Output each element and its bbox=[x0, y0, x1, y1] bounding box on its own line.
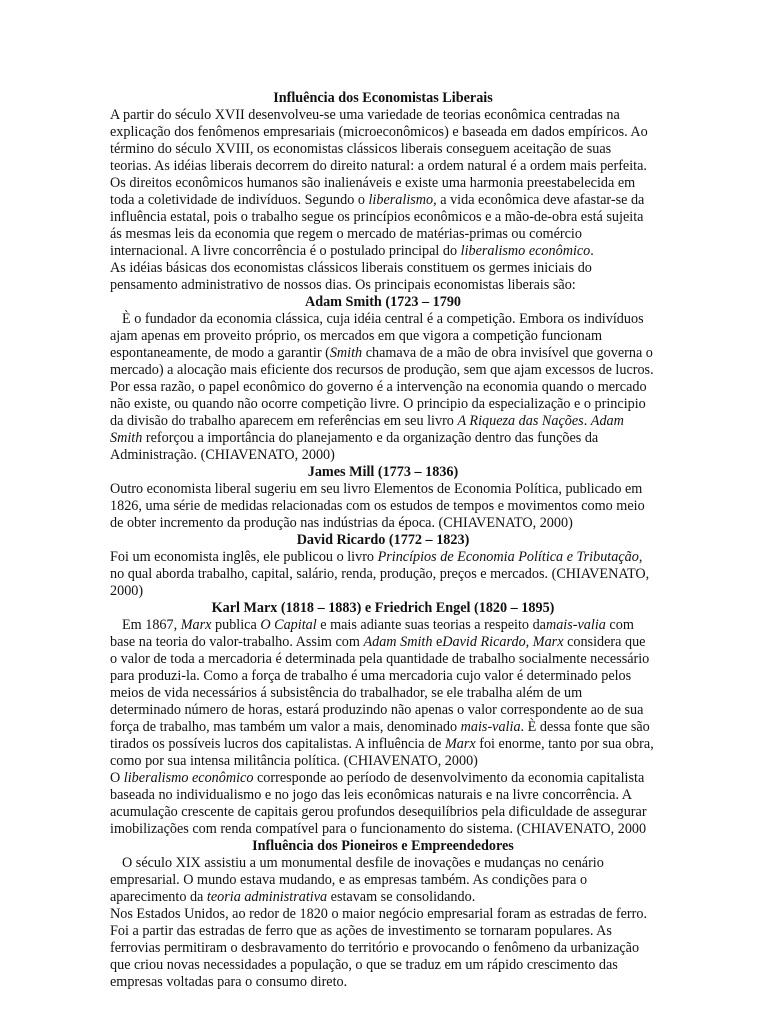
italic-term: liberalismo econômico bbox=[460, 243, 591, 259]
text-run: foi enorme, tanto por sua obra, como por sua intensa militância política. (CHIAVENATO, 2000) bbox=[110, 736, 654, 769]
italic-term: Adam Smith bbox=[110, 413, 624, 446]
text-run: reforçou a importância do planejamento e da organização dentro das funções da Administração. (CHIAVENATO, 2000) bbox=[110, 430, 599, 463]
text-run: O século XIX assistiu a um monumental desfile de inovações e mudanças no cenário empresarial. O mundo estava mudando, e as empresas também. As condições para o aparecimento da bbox=[110, 855, 604, 905]
document-page bbox=[110, 90, 656, 991]
heading-adam-smith: Adam Smith (1723 – 1790 bbox=[304, 294, 462, 310]
italic-term: David Ricardo, Marx bbox=[442, 634, 564, 650]
text-run: Foi um economista inglês, ele publicou o livro bbox=[110, 549, 378, 565]
heading-pioneiros: Influência dos Pioneiros e Empreendedores bbox=[252, 838, 514, 854]
italic-term: mais-valia bbox=[545, 617, 606, 633]
italic-term: liberalismo bbox=[368, 192, 434, 208]
ideas-paragraph: As idéias básicas dos economistas clássicos liberais constituem os germes iniciais do pensamento administrativo de nossos dias. Os principais economistas liberais são: bbox=[110, 260, 592, 293]
text-run: corresponde ao período de desenvolvimento da economia capitalista baseada no individualismo e no jogo das leis econômicas naturais e na livre concorrência. A acumulação crescente de capitais gerou profundos desequilíbrios pela dificuldade de assegurar imobilizações com renda compatível para o funcionamento do sistema. (CHIAVENATO, 2000 bbox=[110, 770, 647, 837]
text-run: . bbox=[583, 413, 591, 429]
text-run: Em 1867, bbox=[122, 617, 181, 633]
italic-term: A Riqueza das Nações bbox=[457, 413, 584, 429]
italic-term: Marx bbox=[180, 617, 212, 633]
italic-term: liberalismo econômico bbox=[123, 770, 254, 786]
text-run: e mais adiante suas teorias a respeito da bbox=[316, 617, 546, 633]
heading-david-ricardo: David Ricardo (1772 – 1823) bbox=[296, 532, 470, 548]
david-ricardo-paragraph bbox=[110, 549, 656, 600]
james-mill-paragraph: Outro economista liberal sugeriu em seu livro Elementos de Economia Política, publicado em 1826, uma série de medidas relacionadas com os estudos de tempos e movimentos como meio de obter incremento da produção nas indústrias da época. (CHIAVENATO, 2000) bbox=[110, 481, 645, 531]
italic-term: O Capital bbox=[260, 617, 317, 633]
heading-james-mill: James Mill (1773 – 1836) bbox=[307, 464, 459, 480]
text-run: , a vida econômica deve afastar-se da influência estatal, pois o trabalho segue os princípios econômicos e a mão-de-obra está sujeita ás mesmas leis da economia que regem o mercado de matérias-primas ou comércio internacional. A livre concorrência é o postulado principal do bbox=[110, 192, 645, 259]
text-run: chamava de a mão de obra invisível que governa o mercado) a alocação mais eficiente dos recursos de produção, sem que ajam excessos de lucros. Por essa razão, o papel econômico do governo é a intervenção na economia quando o mercado não existe, ou quando não ocorre competição livre. O principio da especialização e o principio da divisão do trabalho aparecem em referências em seu livro bbox=[110, 345, 654, 429]
liberalismo-paragraph bbox=[110, 770, 656, 838]
text-run: A partir do século XVII desenvolveu-se uma variedade de teorias econômica centradas na explicação dos fenômenos empresariais (microeconômicos) e baseada em dados empíricos. Ao término do século XVIII, os economistas clássicos liberais conseguem aceitação de suas teorias. As idéias liberais decorrem do direito natural: a ordem natural é a ordem mais perfeita. Os direitos econômicos humanos são inalienáveis e existe uma harmonia preestabelecida em toda a coletividade de indivíduos. Segundo o bbox=[110, 107, 648, 208]
text-run: com base na teoria do valor-trabalho. Assim com bbox=[110, 617, 634, 650]
estados-unidos-paragraph: Nos Estados Unidos, ao redor de 1820 o maior negócio empresarial foram as estradas de ferro. Foi a partir das estradas de ferro que as ações de investimento se tornaram populares. As ferrovias permitiram o desbravamento do território e provocando o fenômeno da urbanização que criou novas necessidades a população, o que se traduz em um rápido crescimento das empresas voltadas para o consumo direto. bbox=[110, 906, 647, 990]
heading-karl-marx: Karl Marx (1818 – 1883) e Friedrich Engel (1820 – 1895) bbox=[211, 600, 555, 616]
italic-term: mais-valia bbox=[460, 719, 521, 735]
section-title-economistas-liberais: Influência dos Economistas Liberais bbox=[273, 90, 493, 106]
text-run: publica bbox=[211, 617, 261, 633]
text-run: e bbox=[432, 634, 443, 650]
adam-smith-paragraph bbox=[110, 311, 656, 464]
text-run: . È dessa fonte que são tirados os possíveis lucros dos capitalistas. A influência de bbox=[110, 719, 650, 752]
text-run: È o fundador da economia clássica, cuja idéia central é a competição. Embora os indivíduos ajam apenas em proveito próprio, os mercados em que vigora a competição funcionam espontaneamente, de modo a garantir ( bbox=[110, 311, 644, 361]
italic-term: Princípios de Economia Política e Tributação bbox=[377, 549, 639, 565]
text-run: estavam se consolidando. bbox=[327, 889, 476, 905]
italic-term: Marx bbox=[444, 736, 476, 752]
text-run: . bbox=[590, 243, 594, 259]
karl-marx-paragraph bbox=[110, 617, 656, 770]
text-run: , no qual aborda trabalho, capital, salário, renda, produção, preços e mercados. (CHIAVENATO, 2000) bbox=[110, 549, 650, 599]
text-run: O bbox=[110, 770, 124, 786]
italic-term: Smith bbox=[329, 345, 363, 361]
text-run: considera que o valor de toda a mercadoria é determinada pela quantidade de trabalho socialmente necessário para produzi-la. Como a força de trabalho é uma mercadoria cujo valor é determinado pelos meios de vida necessários á subsistência do trabalhador, se ele trabalha além de um determinado número de horas, estará produzindo não apenas o valor correspondente ao de sua força de trabalho, mas também um valor a mais, denominado bbox=[110, 634, 650, 735]
intro-paragraph bbox=[110, 107, 656, 260]
italic-term: Adam Smith bbox=[363, 634, 433, 650]
pioneiros-paragraph bbox=[110, 855, 656, 906]
italic-term: teoria administrativa bbox=[206, 889, 328, 905]
